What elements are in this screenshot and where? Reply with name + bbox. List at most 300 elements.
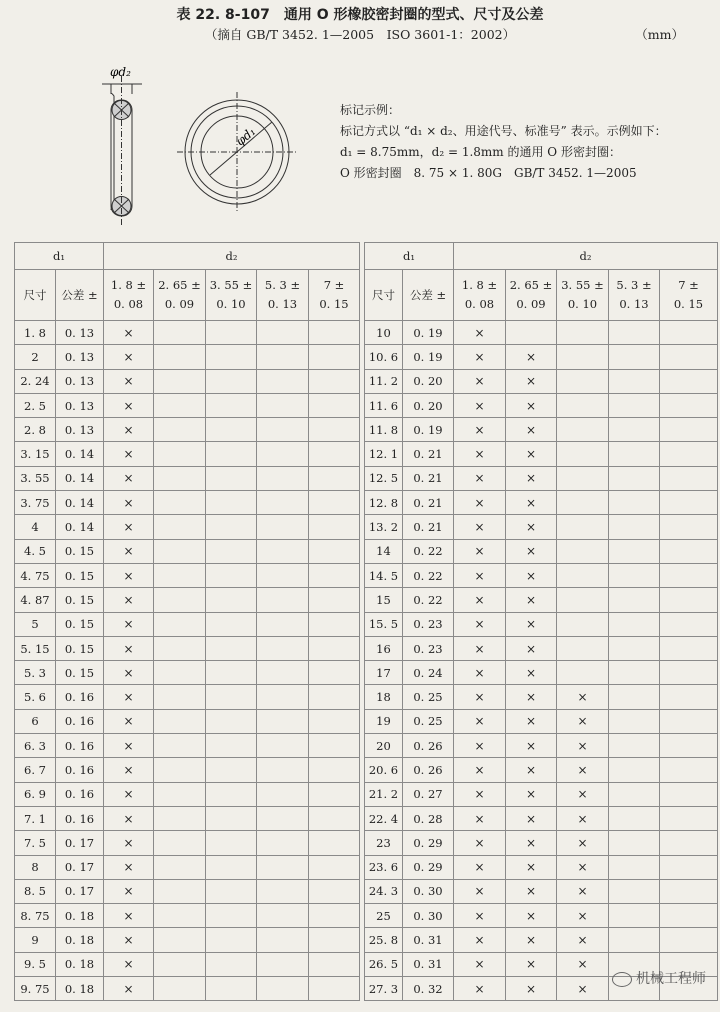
header-d1: d₁ xyxy=(15,243,104,270)
cell-availability xyxy=(309,904,360,928)
cell-tolerance: 0. 29 xyxy=(403,855,454,879)
cell-availability: × xyxy=(506,588,557,612)
cell-size: 20. 6 xyxy=(365,758,403,782)
cell-availability xyxy=(206,685,257,709)
example-line: d₁ = 8.75mm，d₂ = 1.8mm 的通用 O 形密封圈： xyxy=(340,145,621,159)
cell-tolerance: 0. 18 xyxy=(56,904,104,928)
cell-availability xyxy=(660,588,718,612)
cell-availability xyxy=(257,515,309,539)
cell-size: 5 xyxy=(15,612,56,636)
cell-tolerance: 0. 16 xyxy=(56,782,104,806)
cell-availability xyxy=(206,758,257,782)
header-d2: d₂ xyxy=(104,243,360,270)
table-row xyxy=(15,734,360,758)
cell-size: 7. 1 xyxy=(15,806,56,830)
cell-availability: × xyxy=(506,393,557,417)
cell-availability xyxy=(257,418,309,442)
cell-tolerance: 0. 31 xyxy=(403,928,454,952)
header-tolerance: 公差 ± xyxy=(403,270,454,321)
cell-availability xyxy=(609,321,660,345)
cell-availability xyxy=(206,661,257,685)
cell-availability xyxy=(660,806,718,830)
cell-availability: × xyxy=(454,977,506,1001)
cell-availability xyxy=(660,369,718,393)
cell-size: 20 xyxy=(365,734,403,758)
cell-size: 1. 8 xyxy=(15,321,56,345)
cell-size: 24. 3 xyxy=(365,879,403,903)
cell-availability: × xyxy=(506,466,557,490)
table-row xyxy=(365,442,718,466)
cell-availability: × xyxy=(104,612,154,636)
cell-availability xyxy=(309,321,360,345)
cell-size: 8 xyxy=(15,855,56,879)
cell-availability: × xyxy=(506,345,557,369)
cell-availability: × xyxy=(557,855,609,879)
cell-availability: × xyxy=(557,879,609,903)
table-row xyxy=(365,685,718,709)
cell-availability xyxy=(309,831,360,855)
cell-size: 12. 5 xyxy=(365,466,403,490)
cell-availability xyxy=(309,661,360,685)
cell-size: 8. 75 xyxy=(15,904,56,928)
cell-availability: × xyxy=(104,952,154,976)
size-table-left xyxy=(14,242,360,1001)
cell-availability: × xyxy=(104,977,154,1001)
cell-availability: × xyxy=(557,831,609,855)
cell-availability: × xyxy=(557,734,609,758)
cell-availability xyxy=(154,636,206,660)
cell-availability xyxy=(206,709,257,733)
d2-label: φd₂ xyxy=(110,65,131,79)
cell-availability xyxy=(257,685,309,709)
cell-availability: × xyxy=(104,442,154,466)
cell-size: 3. 55 xyxy=(15,466,56,490)
cell-availability xyxy=(309,491,360,515)
cell-availability xyxy=(557,345,609,369)
cell-availability: × xyxy=(104,588,154,612)
cell-size: 2. 8 xyxy=(15,418,56,442)
cell-availability: × xyxy=(454,636,506,660)
cell-availability: × xyxy=(506,539,557,563)
cell-tolerance: 0. 16 xyxy=(56,734,104,758)
cell-availability: × xyxy=(506,612,557,636)
cell-availability xyxy=(309,345,360,369)
cell-tolerance: 0. 21 xyxy=(403,491,454,515)
cell-tolerance: 0. 16 xyxy=(56,709,104,733)
size-table-right xyxy=(364,242,718,1001)
cell-availability xyxy=(309,442,360,466)
cell-availability xyxy=(154,418,206,442)
table-row xyxy=(15,369,360,393)
cell-availability xyxy=(257,321,309,345)
cell-availability: × xyxy=(506,709,557,733)
cell-availability xyxy=(257,879,309,903)
cell-availability xyxy=(257,977,309,1001)
cell-size: 26. 5 xyxy=(365,952,403,976)
cell-availability: × xyxy=(506,636,557,660)
cell-availability xyxy=(557,661,609,685)
table-row xyxy=(365,855,718,879)
cell-availability: × xyxy=(104,831,154,855)
cell-tolerance: 0. 19 xyxy=(403,321,454,345)
cell-availability xyxy=(257,612,309,636)
cell-availability: × xyxy=(454,612,506,636)
table-row xyxy=(15,442,360,466)
cell-availability: × xyxy=(104,636,154,660)
cell-availability xyxy=(154,709,206,733)
cell-availability: × xyxy=(506,369,557,393)
cell-availability xyxy=(660,636,718,660)
table-row xyxy=(365,636,718,660)
table-row xyxy=(15,831,360,855)
cell-availability xyxy=(206,734,257,758)
cell-availability xyxy=(309,758,360,782)
example-line: 标记方式以 “d₁ × d₂、用途代号、标准号” 表示。示例如下： xyxy=(340,124,667,138)
cell-tolerance: 0. 20 xyxy=(403,369,454,393)
table-row xyxy=(15,685,360,709)
cell-availability: × xyxy=(557,904,609,928)
d1-label: φd₁ xyxy=(233,124,259,149)
cell-availability xyxy=(206,588,257,612)
cell-tolerance: 0. 21 xyxy=(403,515,454,539)
cell-size: 14. 5 xyxy=(365,563,403,587)
cell-availability xyxy=(660,855,718,879)
cell-availability xyxy=(206,612,257,636)
cell-tolerance: 0. 16 xyxy=(56,758,104,782)
cell-tolerance: 0. 25 xyxy=(403,685,454,709)
cell-availability xyxy=(257,806,309,830)
cell-size: 13. 2 xyxy=(365,515,403,539)
cell-availability xyxy=(609,709,660,733)
cell-availability: × xyxy=(454,515,506,539)
cell-availability xyxy=(206,952,257,976)
cell-availability xyxy=(609,904,660,928)
table-row xyxy=(15,782,360,806)
cell-size: 3. 15 xyxy=(15,442,56,466)
cell-tolerance: 0. 14 xyxy=(56,515,104,539)
cell-availability xyxy=(609,928,660,952)
cell-availability xyxy=(206,855,257,879)
cell-tolerance: 0. 27 xyxy=(403,782,454,806)
cell-availability xyxy=(154,491,206,515)
table-row xyxy=(15,977,360,1001)
cell-availability xyxy=(257,734,309,758)
cell-availability xyxy=(309,612,360,636)
cell-availability xyxy=(154,685,206,709)
cell-availability xyxy=(309,782,360,806)
cell-availability xyxy=(660,442,718,466)
cell-availability xyxy=(660,563,718,587)
cell-size: 4 xyxy=(15,515,56,539)
cell-availability xyxy=(206,782,257,806)
cell-availability xyxy=(206,515,257,539)
cell-availability: × xyxy=(506,879,557,903)
cell-availability xyxy=(660,393,718,417)
cell-availability: × xyxy=(506,491,557,515)
table-row xyxy=(365,709,718,733)
cell-availability: × xyxy=(454,588,506,612)
cell-availability: × xyxy=(454,904,506,928)
table-row xyxy=(15,758,360,782)
cell-availability: × xyxy=(557,806,609,830)
watermark-text: 机械工程师 xyxy=(636,971,706,987)
cell-availability: × xyxy=(557,782,609,806)
cell-availability: × xyxy=(506,831,557,855)
cell-availability: × xyxy=(506,977,557,1001)
cell-size: 17 xyxy=(365,661,403,685)
cell-availability: × xyxy=(506,661,557,685)
cell-size: 11. 2 xyxy=(365,369,403,393)
cell-size: 10. 6 xyxy=(365,345,403,369)
table-row xyxy=(15,879,360,903)
cell-availability: × xyxy=(104,539,154,563)
header-d2-col: 7 ± 0. 15 xyxy=(309,270,360,321)
header-d1: d₁ xyxy=(365,243,454,270)
table-row xyxy=(365,515,718,539)
cell-tolerance: 0. 30 xyxy=(403,904,454,928)
cell-availability xyxy=(309,563,360,587)
cell-availability xyxy=(206,539,257,563)
cell-tolerance: 0. 17 xyxy=(56,855,104,879)
cell-availability xyxy=(257,539,309,563)
table-row xyxy=(365,466,718,490)
table-row xyxy=(365,831,718,855)
cell-availability xyxy=(206,369,257,393)
cell-tolerance: 0. 30 xyxy=(403,879,454,903)
watermark xyxy=(612,968,706,988)
cell-availability xyxy=(257,393,309,417)
cell-availability xyxy=(154,952,206,976)
cell-availability xyxy=(609,636,660,660)
table-row xyxy=(15,491,360,515)
cell-availability xyxy=(257,928,309,952)
cell-availability: × xyxy=(454,491,506,515)
cell-availability xyxy=(660,734,718,758)
cell-size: 23. 6 xyxy=(365,855,403,879)
cell-size: 9. 5 xyxy=(15,952,56,976)
cell-tolerance: 0. 22 xyxy=(403,539,454,563)
cell-availability xyxy=(660,709,718,733)
cell-availability xyxy=(660,612,718,636)
cell-availability: × xyxy=(506,928,557,952)
example-line: 标记示例： xyxy=(340,103,401,117)
marking-example xyxy=(340,100,667,184)
cell-availability: × xyxy=(454,855,506,879)
cell-tolerance: 0. 32 xyxy=(403,977,454,1001)
cell-availability xyxy=(660,928,718,952)
cell-availability: × xyxy=(104,734,154,758)
cell-availability: × xyxy=(454,563,506,587)
cell-availability: × xyxy=(454,369,506,393)
cell-size: 4. 75 xyxy=(15,563,56,587)
cell-availability xyxy=(206,879,257,903)
cell-tolerance: 0. 13 xyxy=(56,393,104,417)
table-row xyxy=(365,758,718,782)
cell-availability: × xyxy=(454,345,506,369)
cell-availability xyxy=(609,661,660,685)
header-d2-col: 2. 65 ± 0. 09 xyxy=(154,270,206,321)
header-d2-col: 1. 8 ± 0. 08 xyxy=(104,270,154,321)
cell-availability: × xyxy=(506,904,557,928)
cell-availability xyxy=(660,418,718,442)
cell-size: 6 xyxy=(15,709,56,733)
cell-availability xyxy=(154,831,206,855)
cell-availability xyxy=(154,539,206,563)
cell-availability xyxy=(206,928,257,952)
cell-availability xyxy=(154,855,206,879)
table-body-left xyxy=(15,321,360,1001)
table-row xyxy=(15,904,360,928)
cell-availability xyxy=(206,321,257,345)
example-line: O 形密封圈 8. 75 × 1. 80G GB/T 3452. 1—2005 xyxy=(340,166,637,180)
table-row xyxy=(15,563,360,587)
table-row xyxy=(15,661,360,685)
cell-availability xyxy=(154,661,206,685)
cell-tolerance: 0. 25 xyxy=(403,709,454,733)
cell-availability: × xyxy=(454,442,506,466)
cell-availability: × xyxy=(104,515,154,539)
table-row xyxy=(365,321,718,345)
cell-tolerance: 0. 14 xyxy=(56,442,104,466)
cell-availability xyxy=(609,466,660,490)
table-row xyxy=(365,734,718,758)
cell-availability: × xyxy=(104,369,154,393)
cell-size: 14 xyxy=(365,539,403,563)
cell-availability xyxy=(309,855,360,879)
cell-size: 23 xyxy=(365,831,403,855)
table-row xyxy=(15,806,360,830)
header-size: 尺寸 xyxy=(15,270,56,321)
cell-availability: × xyxy=(454,709,506,733)
cell-availability xyxy=(557,588,609,612)
cell-tolerance: 0. 18 xyxy=(56,952,104,976)
cell-availability xyxy=(609,831,660,855)
cell-tolerance: 0. 15 xyxy=(56,636,104,660)
cell-availability: × xyxy=(104,806,154,830)
table-row xyxy=(15,345,360,369)
cell-availability xyxy=(609,442,660,466)
cell-availability: × xyxy=(557,709,609,733)
cell-availability: × xyxy=(104,758,154,782)
cell-size: 27. 3 xyxy=(365,977,403,1001)
cell-availability: × xyxy=(104,782,154,806)
cell-availability xyxy=(309,393,360,417)
cell-tolerance: 0. 26 xyxy=(403,734,454,758)
table-row xyxy=(15,393,360,417)
cell-tolerance: 0. 22 xyxy=(403,588,454,612)
cell-tolerance: 0. 16 xyxy=(56,806,104,830)
cell-availability xyxy=(609,782,660,806)
header-tolerance: 公差 ± xyxy=(56,270,104,321)
cell-size: 11. 6 xyxy=(365,393,403,417)
cell-availability: × xyxy=(557,952,609,976)
cell-size: 4. 5 xyxy=(15,539,56,563)
cell-availability xyxy=(206,345,257,369)
cell-availability xyxy=(257,758,309,782)
cell-availability xyxy=(309,466,360,490)
cell-tolerance: 0. 13 xyxy=(56,321,104,345)
header-d2: d₂ xyxy=(454,243,718,270)
header-d2-col: 1. 8 ± 0. 08 xyxy=(454,270,506,321)
cell-availability: × xyxy=(506,758,557,782)
cell-tolerance: 0. 26 xyxy=(403,758,454,782)
cell-availability: × xyxy=(454,661,506,685)
cell-tolerance: 0. 23 xyxy=(403,636,454,660)
table-row xyxy=(365,879,718,903)
cell-availability xyxy=(257,661,309,685)
cell-availability xyxy=(154,782,206,806)
header-d2-col: 5. 3 ± 0. 13 xyxy=(609,270,660,321)
cell-availability: × xyxy=(104,709,154,733)
cell-availability xyxy=(609,734,660,758)
cell-size: 2. 5 xyxy=(15,393,56,417)
table-row xyxy=(365,904,718,928)
cell-availability: × xyxy=(557,928,609,952)
cell-availability: × xyxy=(454,806,506,830)
cell-availability xyxy=(309,515,360,539)
cell-availability xyxy=(206,393,257,417)
cell-availability xyxy=(609,685,660,709)
cell-size: 9 xyxy=(15,928,56,952)
cell-availability xyxy=(609,369,660,393)
cell-availability xyxy=(609,806,660,830)
cell-availability xyxy=(660,831,718,855)
cell-availability: × xyxy=(104,491,154,515)
cell-availability xyxy=(257,709,309,733)
cell-size: 8. 5 xyxy=(15,879,56,903)
cell-tolerance: 0. 29 xyxy=(403,831,454,855)
cell-availability xyxy=(557,369,609,393)
cell-availability xyxy=(257,952,309,976)
table-row xyxy=(15,539,360,563)
cell-tolerance: 0. 31 xyxy=(403,952,454,976)
table-subtitle: （摘自 GB/T 3452. 1—2005 ISO 3601-1：2002） xyxy=(204,27,516,42)
cell-tolerance: 0. 22 xyxy=(403,563,454,587)
cell-availability: × xyxy=(557,977,609,1001)
table-body-right xyxy=(365,321,718,1001)
cell-tolerance: 0. 15 xyxy=(56,563,104,587)
header-d2-col: 3. 55 ± 0. 10 xyxy=(206,270,257,321)
cell-availability xyxy=(309,539,360,563)
cell-availability xyxy=(257,831,309,855)
cell-availability xyxy=(557,563,609,587)
table-row xyxy=(15,321,360,345)
cell-availability xyxy=(154,806,206,830)
cell-size: 15. 5 xyxy=(365,612,403,636)
cell-size: 12. 1 xyxy=(365,442,403,466)
table-row xyxy=(15,588,360,612)
cell-availability xyxy=(557,442,609,466)
cell-size: 16 xyxy=(365,636,403,660)
table-row xyxy=(15,515,360,539)
cell-availability xyxy=(257,588,309,612)
cell-availability xyxy=(154,977,206,1001)
cell-size: 25. 8 xyxy=(365,928,403,952)
cell-availability xyxy=(154,734,206,758)
cell-size: 2 xyxy=(15,345,56,369)
cell-size: 21. 2 xyxy=(365,782,403,806)
cell-availability xyxy=(154,612,206,636)
cell-availability xyxy=(154,466,206,490)
cell-availability: × xyxy=(104,855,154,879)
cell-availability: × xyxy=(454,879,506,903)
table-row xyxy=(365,928,718,952)
o-ring-figure xyxy=(90,62,310,232)
cell-tolerance: 0. 21 xyxy=(403,466,454,490)
cell-availability: × xyxy=(104,685,154,709)
cell-availability: × xyxy=(506,806,557,830)
cell-availability: × xyxy=(506,515,557,539)
